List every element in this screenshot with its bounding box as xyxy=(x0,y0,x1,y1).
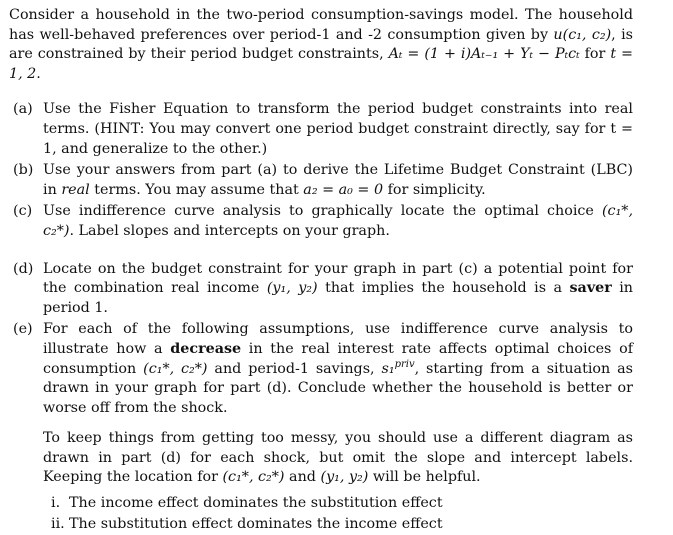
question-a-marker: (a) xyxy=(13,101,33,118)
period-index: t = 1, 2 xyxy=(9,46,633,82)
followup-math-2: (y₁, y₂) xyxy=(320,469,369,486)
subquestion-i-marker: i. xyxy=(51,495,61,512)
question-e-math-2-sup: priv xyxy=(394,358,415,370)
question-b-math: a₂ = a₀ = 0 xyxy=(303,181,384,198)
question-e-marker: (e) xyxy=(13,321,33,338)
question-e-text-3: and period-1 savings, xyxy=(207,360,382,377)
intro-paragraph xyxy=(9,6,633,84)
subquestion-i-text: The income effect dominates the substitution effect xyxy=(69,495,443,512)
intro-text-4: . xyxy=(36,65,41,82)
question-d-math: (y₁, y₂) xyxy=(266,280,318,297)
question-d-text-1: Locate on the budget constraint for your graph in part (c) a potential point for the combination real income xyxy=(43,260,633,297)
question-b-emphasis: real xyxy=(61,181,90,198)
question-b-text-3: for simplicity. xyxy=(383,181,486,198)
intro-text-2: , is are constrained by their period budget constraints, xyxy=(9,26,633,63)
subquestion-list xyxy=(43,493,633,535)
followup-text-3: will be helpful. xyxy=(368,469,481,486)
problem-page xyxy=(9,6,633,535)
question-b-marker: (b) xyxy=(13,162,34,179)
question-e xyxy=(9,320,633,418)
question-c-math: (c₁*, c₂*) xyxy=(43,203,633,239)
question-b-text-1: Use your answers from part (a) to derive the Lifetime Budget Constraint (LBC) in xyxy=(43,162,633,198)
question-b-text-2: terms. You may assume that xyxy=(89,181,304,198)
question-e-math-1: (c₁*, c₂*) xyxy=(143,360,208,377)
question-b xyxy=(9,161,633,200)
question-a xyxy=(9,100,633,159)
utility-function: u(c₁, c₂) xyxy=(553,26,612,43)
subquestion-ii-marker: ii. xyxy=(51,516,65,533)
question-e-text-2: in the real interest rate affects optimal choices of consumption xyxy=(43,340,633,377)
subquestion-ii xyxy=(43,514,633,535)
question-e-math-2: s₁ xyxy=(381,360,395,377)
question-d-marker: (d) xyxy=(13,260,34,277)
followup-text-1: To keep things from getting too messy, you should use a different diagram as drawn in part (d) for each shock, but omit the slope and intercept labels. Keeping the location for xyxy=(43,430,633,486)
question-list xyxy=(9,100,633,418)
budget-constraint-equation: Aₜ = (1 + i)Aₜ₋₁ + Yₜ − Pₜcₜ xyxy=(388,46,580,63)
subquestion-i xyxy=(43,493,633,514)
question-c-text-1: Use indifference curve analysis to graphically locate the optimal choice xyxy=(43,203,602,220)
question-e-text-1: For each of the following assumptions, use indifference curve analysis to illustrate how a xyxy=(43,321,633,357)
subquestion-ii-text: The substitution effect dominates the income effect xyxy=(69,516,443,533)
question-d-text-3: in period 1. xyxy=(43,280,633,316)
followup-paragraph xyxy=(43,429,633,488)
question-a-text: Use the Fisher Equation to transform the period budget constraints into real terms. (HINT: You may convert one period budget constraint directly, say for t = 1, and generalize to the other.) xyxy=(43,101,633,157)
question-c-text-2: . Label slopes and intercepts on your graph. xyxy=(69,222,390,239)
intro-text-3: for xyxy=(579,46,611,63)
question-c-marker: (c) xyxy=(13,203,33,220)
followup-math-1: (c₁*, c₂*) xyxy=(222,469,285,486)
followup-text-2: and xyxy=(284,469,321,486)
question-e-bold: decrease xyxy=(170,340,242,357)
question-d-text-2: that implies the household is a xyxy=(317,280,570,297)
question-c xyxy=(9,202,633,241)
intro-text-1: Consider a household in the two-period consumption-savings model. The household has well-behaved preferences over period-1 and -2 consumption given by xyxy=(9,7,633,43)
question-d xyxy=(9,260,633,319)
question-d-bold: saver xyxy=(569,280,612,297)
question-e-text-4: , starting from a situation as drawn in your graph for part (d). Conclude whether the household is better or worse off from the shock. xyxy=(43,360,633,416)
